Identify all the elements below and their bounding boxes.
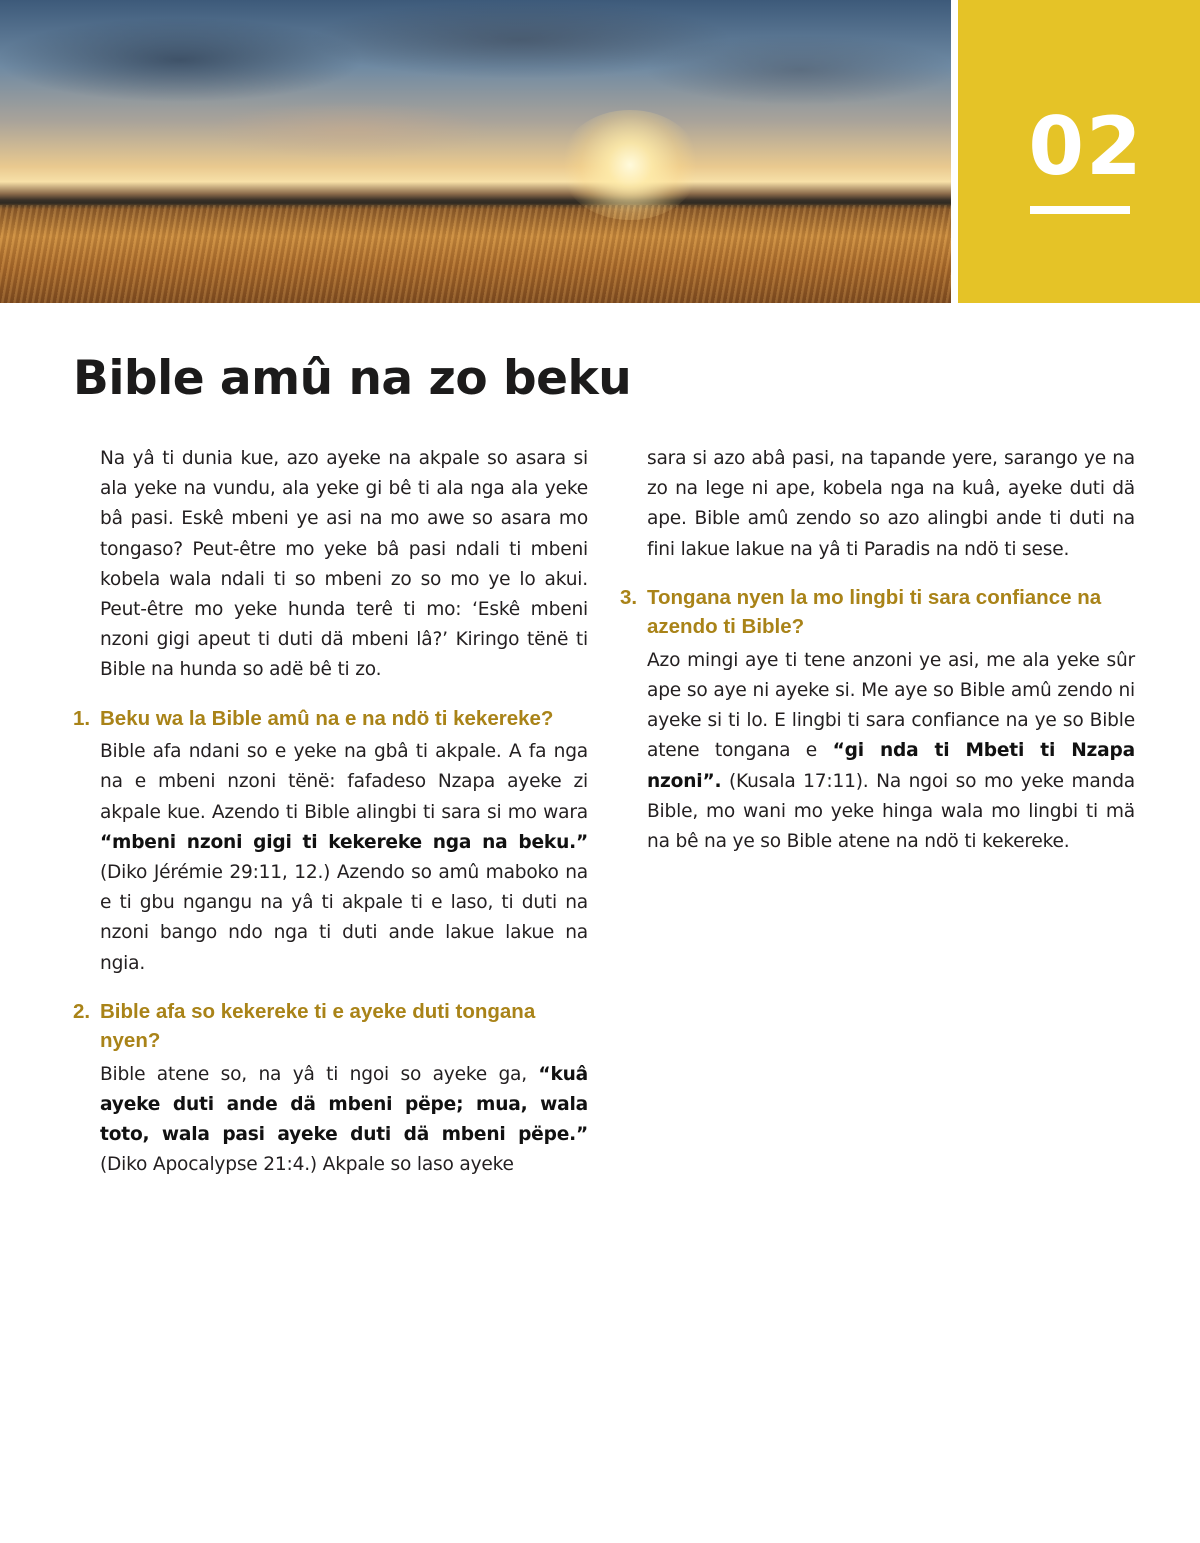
paragraph-text: Bible atene so, na yâ ti ngoi so ayeke ga, xyxy=(100,1063,539,1085)
intro-paragraph: Na yâ ti dunia kue, azo ayeke na akpale so asara si ala yeke na vundu, ala yeke gi bê ti ala nga ala yeke bâ pasi. Eskê mbeni ye asi na mo awe so asara mo tongaso? Peut-être mo yeke bâ pasi ndali ti mbeni kobela wala ndali ti so mbeni zo so mo ye lo akui. Peut-être mo yeke hunda terê ti mo: ‘Eskê mbeni nzoni gigi apeut ti duti dä mbeni lâ?’ Kiringo tënë ti Bible na hunda so adë bê ti zo. xyxy=(100,448,588,681)
chapter-tab xyxy=(958,0,1200,303)
paragraph-text: Bible afa ndani so e yeke na gbâ ti akpale. A fa nga na e mbeni nzoni tënë: fafadeso Nzapa ayeke zi akpale kue. Azendo ti Bible alingbi ti sara si mo wara xyxy=(100,741,588,823)
question-text: Beku wa la Bible amû na e na ndö ti kekereke? xyxy=(100,706,554,730)
section-number: 1. xyxy=(73,706,91,730)
left-column xyxy=(73,444,588,1199)
right-column xyxy=(620,444,1135,875)
section-2-continuation: sara si azo abâ pasi, na tapande yere, sarango ye na zo na lege ni ape, kobela nga na kuâ, ayeke duti dä ape. Bible amû zendo so azo alingbi ande ti duti na fini lakue lakue na yâ ti Paradis na ndö ti sese. xyxy=(647,448,1135,560)
chapter-rule xyxy=(1030,206,1130,214)
section-1 xyxy=(73,704,588,979)
section-2 xyxy=(73,997,588,1181)
section-number: 2. xyxy=(73,999,91,1023)
section-2-question xyxy=(73,997,588,1056)
chapter-number: 02 xyxy=(1028,100,1144,193)
hero-image xyxy=(0,0,951,303)
section-1-question xyxy=(73,704,588,734)
section-1-paragraph xyxy=(73,737,588,979)
paragraph-text: (Kusala 17:11). Na ngoi so mo yeke manda Bible, mo wani mo yeke hinga wala mo lingbi ti mä na bê na ye so Bible atene na ndö ti kekereke. xyxy=(647,770,1135,853)
question-text: Bible afa so kekereke ti e ayeke duti tongana nyen? xyxy=(100,999,536,1053)
section-3-paragraph xyxy=(620,646,1135,857)
paragraph-text: (Diko Jérémie 29:11, 12.) Azendo so amû maboko na e ti gbu ngangu na yâ ti akpale ti e laso, ti duti na nzoni bango ndo nga ti duti ande lakue lakue na ngia. xyxy=(100,861,588,974)
section-2-paragraph xyxy=(73,1060,588,1181)
section-3 xyxy=(620,583,1135,857)
paragraph-text: (Diko Apocalypse 21:4.) Akpale so laso ayeke xyxy=(100,1154,514,1176)
page-title: Bible amû na zo beku xyxy=(73,351,632,406)
question-text: Tongana nyen la mo lingbi ti sara confiance na azendo ti Bible? xyxy=(647,585,1102,639)
hero-wheat-field xyxy=(0,205,951,303)
bible-quote: “mbeni nzoni gigi ti kekereke nga na beku.” xyxy=(100,831,588,853)
hero-sun xyxy=(560,110,700,220)
section-3-question xyxy=(620,583,1135,642)
hero-clouds xyxy=(0,0,951,185)
bible-quote: “kuâ ayeke duti ande dä mbeni pëpe; mua, wala toto, wala pasi ayeke duti dä mbeni pëpe.” xyxy=(100,1063,588,1146)
bible-quote: “gi nda ti Mbeti ti Nzapa nzoni”. xyxy=(647,740,1135,792)
paragraph-text: Azo mingi aye ti tene anzoni ye asi, me ala yeke sûr ape so aye ni ayeke si. Me aye so Bible amû zendo ni ayeke si ti lo. E lingbi ti sara confiance na ye so Bible atene tongana e xyxy=(647,649,1135,762)
section-number: 3. xyxy=(620,585,638,609)
